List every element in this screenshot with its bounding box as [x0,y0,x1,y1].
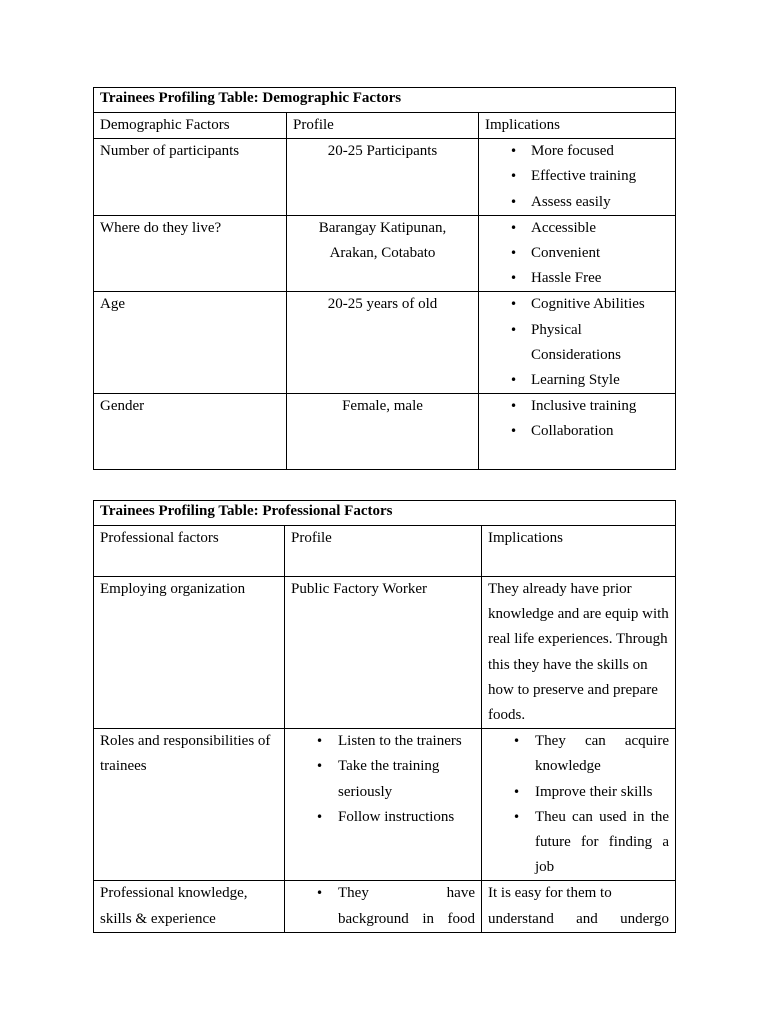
column-header-factors: Professional factors [94,526,285,577]
list-item: • Collaboration [485,419,669,444]
column-header-implications: Implications [479,113,676,139]
factor-cell: Roles and responsibilities of trainees [94,729,285,881]
profile-line: Arakan, Cotabato [329,245,436,262]
demographic-factors-table [93,87,676,470]
profile-cell [285,729,482,881]
table-row [94,139,676,216]
profile-cell: Public Factory Worker [285,577,482,729]
implications-cell [479,215,676,292]
table-row [94,215,676,292]
table-row [94,577,676,729]
list-item: • Convenient [485,241,669,266]
implications-cell: They already have prior knowledge and are equip with real life experiences. Through this they have the skills on how to preserve and prepare foods. [482,577,676,729]
factor-cell: Where do they live? [94,215,287,292]
list-item: • Hassle Free [485,266,669,291]
list-item: • Assess easily [485,190,669,215]
column-header-profile: Profile [287,113,479,139]
implications-cell [479,292,676,394]
list-item: • Accessible [485,216,669,241]
implications-cell [479,394,676,470]
list-item: • Learning Style [485,368,669,393]
profile-cell: Female, male [287,394,479,470]
table-row [94,292,676,394]
column-header-implications: Implications [482,526,676,577]
column-header-factors: Demographic Factors [94,113,287,139]
table-row [94,394,676,470]
factor-cell: Number of participants [94,139,287,216]
factor-cell: Employing organization [94,577,285,729]
factor-cell: Gender [94,394,287,470]
professional-factors-table [93,500,676,933]
profile-cell [287,215,479,292]
list-item: • More focused [485,139,669,164]
list-item: • They can acquire knowledge [488,729,669,779]
implications-cell [479,139,676,216]
list-item: • Physical Considerations [485,318,669,368]
profile-cell: 20-25 Participants [287,139,479,216]
list-item: • Inclusive training [485,394,669,419]
list-item: • They have background in food [291,881,475,931]
factor-cell: Age [94,292,287,394]
implications-cell [482,729,676,881]
factor-cell: Professional knowledge, skills & experience [94,881,285,932]
list-item: • Cognitive Abilities [485,292,669,317]
list-item: • Follow instructions [291,805,475,830]
list-item: • Effective training [485,164,669,189]
profile-cell: 20-25 years of old [287,292,479,394]
implications-cell: It is easy for them to understand and undergo [482,881,676,932]
list-item: • Theu can used in the future for finding a job [488,805,669,881]
list-item: • Take the training seriously [291,754,475,804]
table-caption: Trainees Profiling Table: Demographic Factors [94,88,676,113]
list-item: • Listen to the trainers [291,729,475,754]
profile-line: Barangay Katipunan, [318,219,447,236]
table-row [94,729,676,881]
profile-cell [285,881,482,932]
column-header-profile: Profile [285,526,482,577]
table-row [94,881,676,932]
table-caption: Trainees Profiling Table: Professional Factors [94,501,676,526]
list-item: • Improve their skills [488,780,669,805]
